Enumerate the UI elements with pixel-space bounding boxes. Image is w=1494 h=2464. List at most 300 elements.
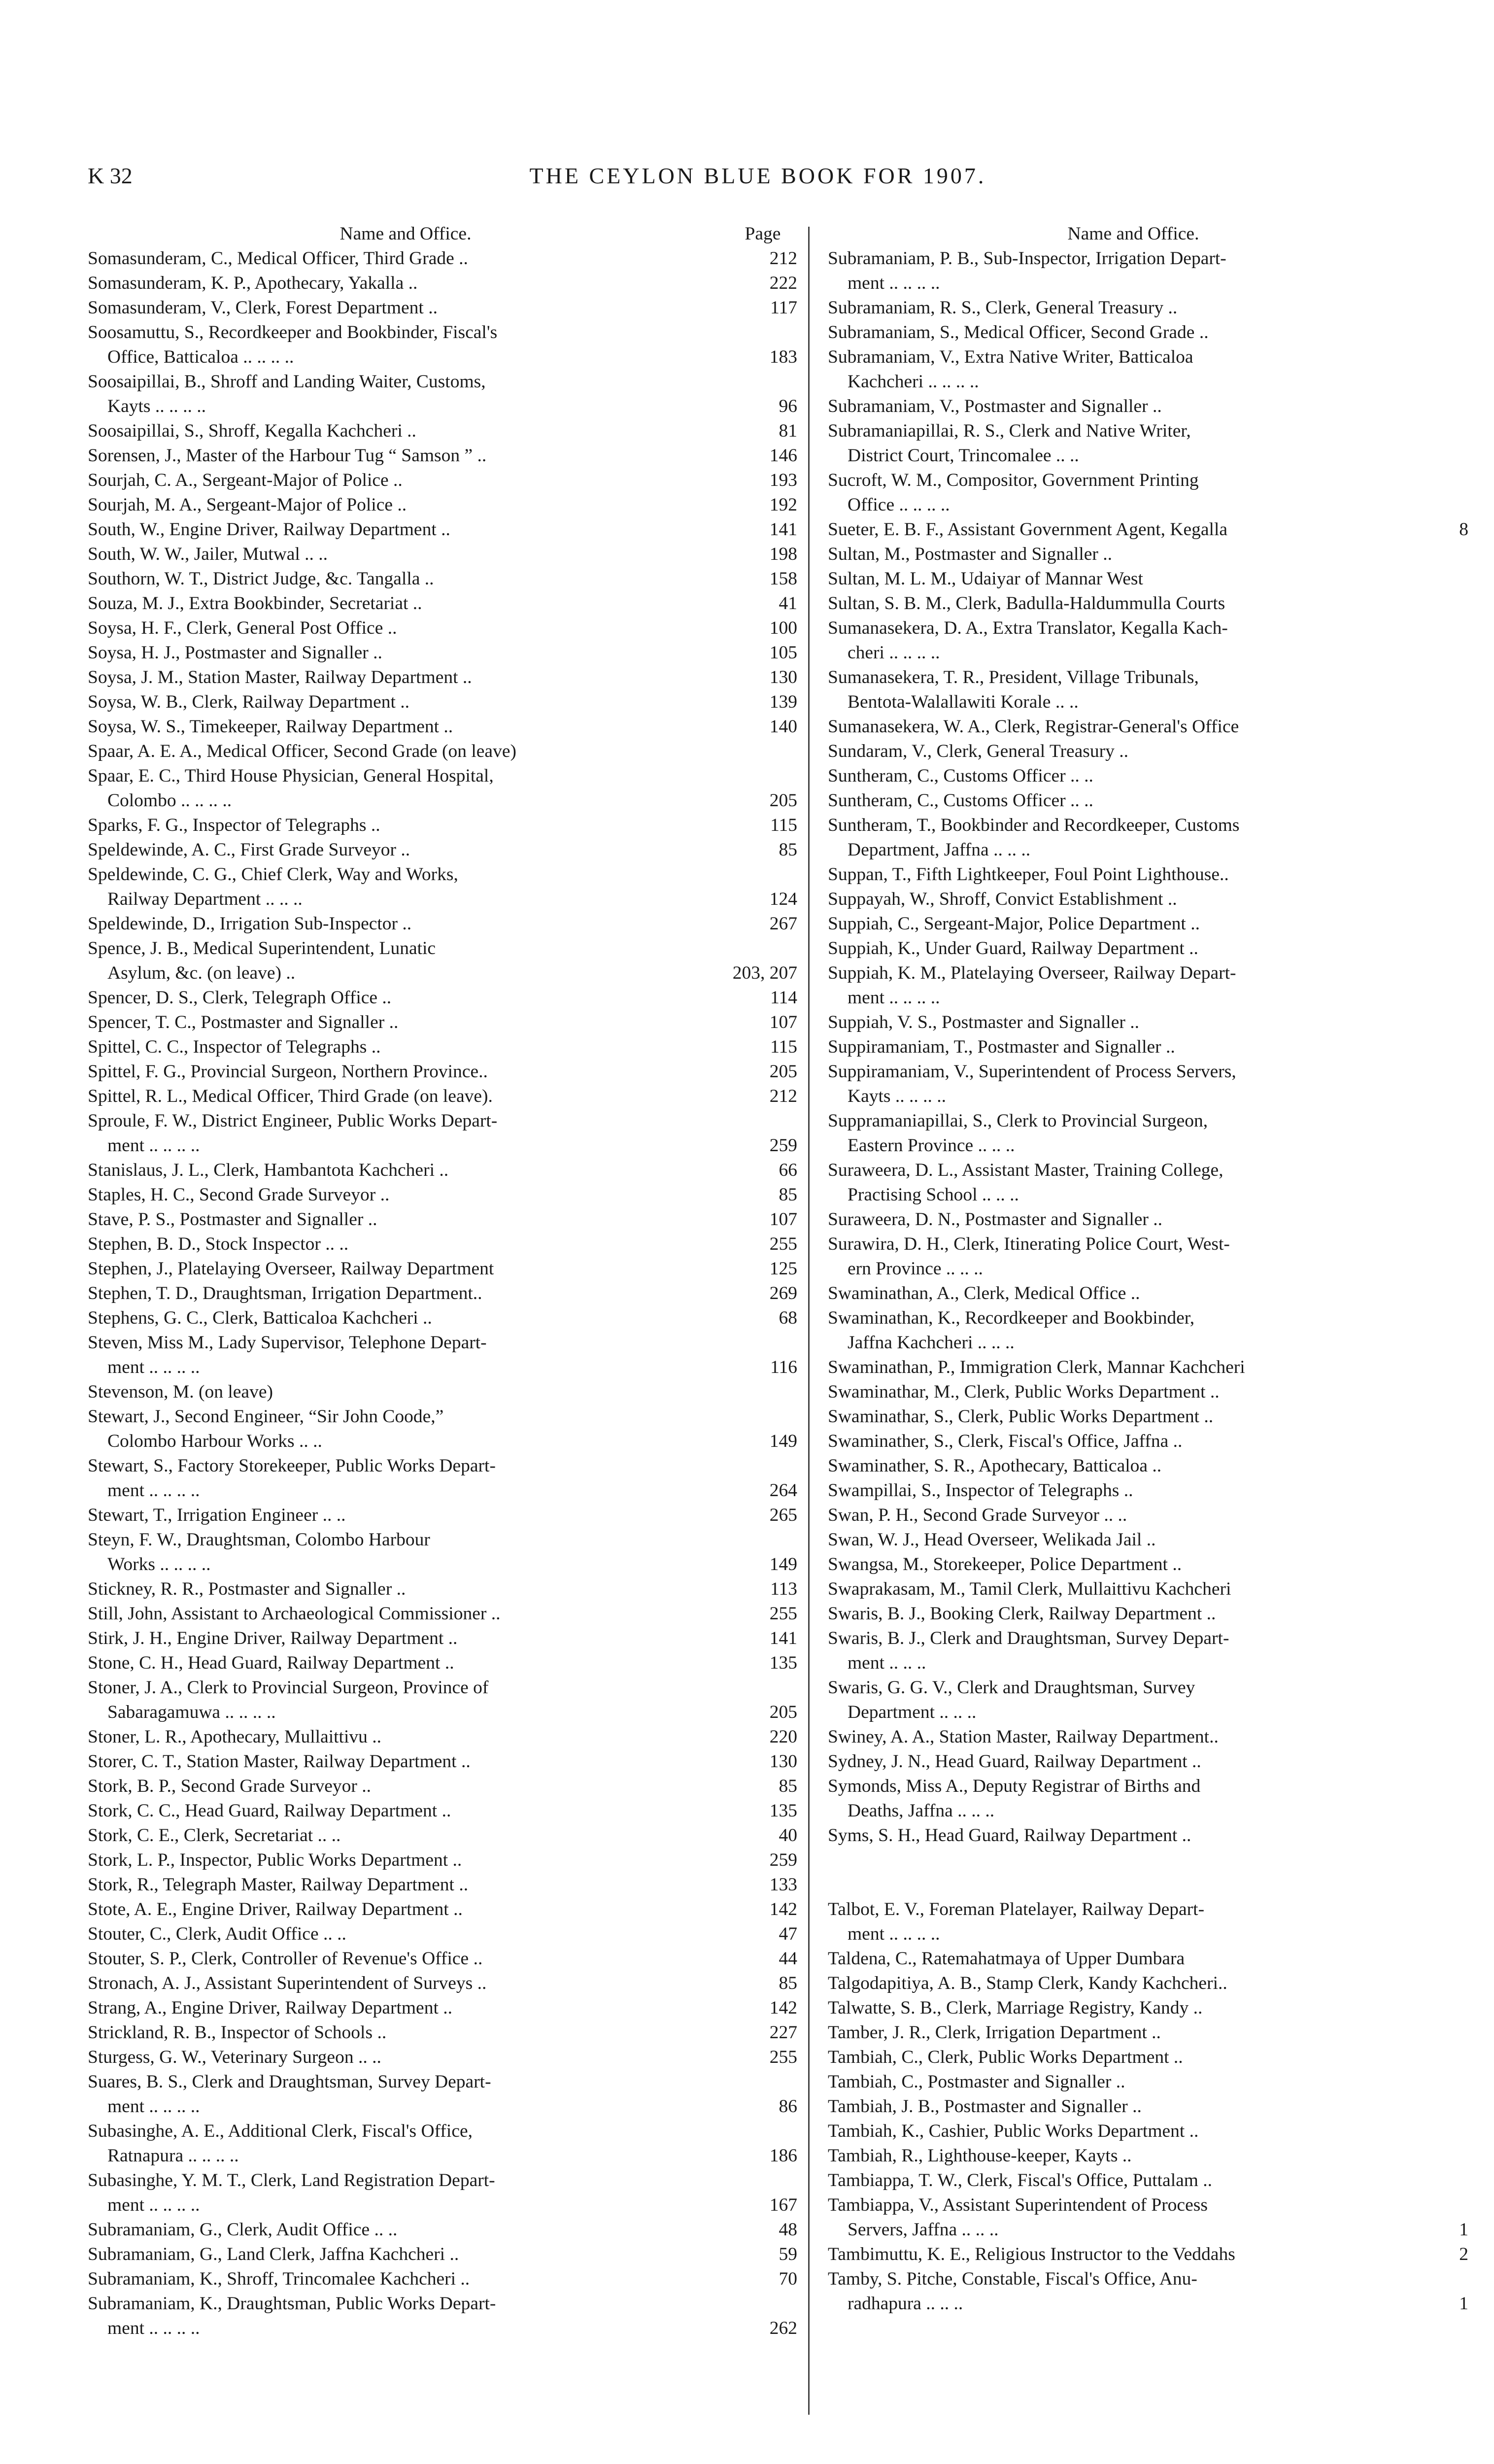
entry-name-line: Suppiramaniam, T., Postmaster and Signaller ..: [828, 1037, 1175, 1057]
entry-page-number: 47: [779, 1924, 797, 1944]
index-entry: [88, 1577, 797, 1602]
index-entry: [88, 838, 797, 862]
index-entry: [88, 1651, 797, 1676]
entry-continuation-line: Kachcheri .. .. .. ..: [848, 372, 979, 392]
index-entry: [828, 419, 1468, 468]
entry-continuation-line: Kayts .. .. .. ..: [848, 1086, 946, 1106]
index-entry: [88, 468, 797, 493]
entry-page-number: 68: [779, 1308, 797, 1328]
entry-continuation-line: ment .. .. .. ..: [107, 1357, 200, 1377]
index-entry: [88, 2070, 797, 2119]
entry-name-line: Symonds, Miss A., Deputy Registrar of Births and: [828, 1776, 1201, 1796]
entry-name-line: Sumanasekera, D. A., Extra Translator, Kegalla Kach-: [828, 618, 1228, 638]
entry-name-line: Talwatte, S. B., Clerk, Marriage Registry, Kandy ..: [828, 1998, 1203, 2018]
index-entry: [88, 1183, 797, 1207]
entry-name-line: Suares, B. S., Clerk and Draughtsman, Survey Depart-: [88, 2072, 491, 2092]
index-entry: [88, 1528, 797, 1577]
entry-name-line: Stirk, J. H., Engine Driver, Railway Department ..: [88, 1628, 458, 1648]
entry-page-number: 212: [769, 248, 797, 269]
index-entry: [88, 2242, 797, 2267]
entry-name-line: Stote, A. E., Engine Driver, Railway Department ..: [88, 1899, 463, 1919]
entry-name-line: Stone, C. H., Head Guard, Railway Department ..: [88, 1653, 454, 1673]
entry-name-line: Steyn, F. W., Draughtsman, Colombo Harbour: [88, 1530, 430, 1550]
index-entry: [88, 665, 797, 690]
index-entry: [88, 2218, 797, 2242]
entry-page-number: 130: [769, 667, 797, 687]
entry-page-number: 105: [769, 643, 797, 663]
index-entry: [828, 715, 1468, 739]
entry-name-line: Subramaniam, K., Shroff, Trincomalee Kachcheri ..: [88, 2269, 470, 2289]
right-column: [828, 222, 1468, 2424]
index-entry: [828, 246, 1468, 296]
entry-page-number: 117: [770, 298, 797, 318]
entry-page-number: 141: [769, 519, 797, 540]
index-entry: [88, 1947, 797, 1971]
entry-page-number: 265: [769, 1505, 797, 1525]
entry-page-number: 262: [769, 2318, 797, 2338]
index-entry: [88, 1060, 797, 1084]
index-entry: [828, 1552, 1468, 1577]
entry-name-line: Tambiappa, T. W., Clerk, Fiscal's Office, Puttalam ..: [828, 2170, 1213, 2190]
right-column-header: [828, 222, 1468, 246]
entry-name-line: Swampillai, S., Inspector of Telegraphs ..: [828, 1480, 1133, 1501]
entry-name-line: Subramaniam, V., Extra Native Writer, Batticaloa: [828, 347, 1193, 367]
entry-name-line: Spittel, F. G., Provincial Surgeon, Northern Province..: [88, 1061, 488, 1082]
entry-name-line: Tamber, J. R., Clerk, Irrigation Department ..: [828, 2022, 1161, 2043]
index-entry: [88, 493, 797, 517]
index-entry: [828, 1380, 1468, 1404]
entry-name-line: Sucroft, W. M., Compositor, Government Printing: [828, 470, 1199, 490]
entry-name-line: Soosaipillai, S., Shroff, Kegalla Kachcheri ..: [88, 421, 416, 441]
index-entry: [828, 1232, 1468, 1281]
entry-name-line: Suntheram, C., Customs Officer .. ..: [828, 790, 1093, 811]
index-entry: [88, 616, 797, 641]
entry-name-line: Subramaniam, S., Medical Officer, Second Grade ..: [828, 322, 1209, 342]
right-entry-list: [828, 246, 1468, 1848]
entry-page-number: 135: [769, 1801, 797, 1821]
index-entry: [828, 2242, 1468, 2267]
index-entry: [828, 2094, 1468, 2119]
entry-name-line: Suntheram, T., Bookbinder and Recordkeeper, Customs: [828, 815, 1240, 835]
entry-name-line: Stoner, L. R., Apothecary, Mullaittivu ..: [88, 1727, 381, 1747]
entry-continuation-line: ment .. .. .. ..: [107, 2195, 200, 2215]
entry-page-number: 139: [769, 692, 797, 712]
index-entry: [828, 1109, 1468, 1158]
entry-page-number: 107: [769, 1012, 797, 1032]
entry-name-line: Suppiah, C., Sergeant-Major, Police Department ..: [828, 914, 1200, 934]
index-entry: [828, 1602, 1468, 1626]
entry-name-line: Tambiappa, V., Assistant Superintendent of Process: [828, 2195, 1208, 2215]
index-entry: [88, 986, 797, 1010]
entry-name-line: Subramaniapillai, R. S., Clerk and Native Writer,: [828, 421, 1191, 441]
entry-name-line: Stork, L. P., Inspector, Public Works Department ..: [88, 1850, 462, 1870]
entry-name-line: Swaminather, S. R., Apothecary, Batticaloa ..: [828, 1456, 1162, 1476]
entry-name-line: Spencer, T. C., Postmaster and Signaller ..: [88, 1012, 399, 1032]
entry-name-line: Swaminather, S., Clerk, Fiscal's Office, Jaffna ..: [828, 1431, 1183, 1451]
entry-name-line: Suraweera, D. N., Postmaster and Signaller ..: [828, 1209, 1163, 1230]
entry-page-number: 255: [769, 2047, 797, 2067]
index-entry: [828, 1897, 1468, 1947]
entry-page-number: 146: [769, 445, 797, 466]
entry-name-line: Stephens, G. C., Clerk, Batticaloa Kachcheri ..: [88, 1308, 432, 1328]
entry-page-number: 86: [779, 2096, 797, 2117]
entry-name-line: Speldewinde, C. G., Chief Clerk, Way and Works,: [88, 864, 458, 885]
entry-name-line: Sultan, M., Postmaster and Signaller ..: [828, 544, 1113, 564]
entry-name-line: Swaminathar, S., Clerk, Public Works Department ..: [828, 1406, 1214, 1427]
index-entry: [88, 1725, 797, 1749]
index-entry: [828, 1306, 1468, 1355]
entry-page-number: 149: [769, 1554, 797, 1574]
entry-name-line: Swaris, G. G. V., Clerk and Draughtsman, Survey: [828, 1677, 1195, 1698]
entry-name-line: Tambiah, C., Postmaster and Signaller ..: [828, 2072, 1125, 2092]
index-entry: [88, 1109, 797, 1158]
entry-page-number: 48: [779, 2220, 797, 2240]
entry-page-number: 85: [779, 840, 797, 860]
entry-name-line: Subramaniam, V., Postmaster and Signaller ..: [828, 396, 1162, 416]
entry-name-line: Subasinghe, A. E., Additional Clerk, Fiscal's Office,: [88, 2121, 473, 2141]
entry-name-line: Sumanasekera, W. A., Clerk, Registrar-General's Office: [828, 717, 1239, 737]
index-entry: [828, 345, 1468, 394]
entry-name-line: Soosamuttu, S., Recordkeeper and Bookbinder, Fiscal's: [88, 322, 498, 342]
index-entry: [88, 591, 797, 616]
index-entry: [88, 1281, 797, 1306]
entry-page-number: 59: [779, 2244, 797, 2264]
entry-name-line: Soosaipillai, B., Shroff and Landing Waiter, Customs,: [88, 372, 486, 392]
index-entry: [88, 1823, 797, 1848]
name-office-heading-right: Name and Office.: [1067, 224, 1199, 244]
entry-name-line: Strickland, R. B., Inspector of Schools ..: [88, 2022, 387, 2043]
index-entry: [88, 2292, 797, 2341]
entry-page-number: 205: [769, 1061, 797, 1082]
index-entry: [828, 1528, 1468, 1552]
entry-page-number: 81: [779, 421, 797, 441]
entry-name-line: Suraweera, D. L., Assistant Master, Training College,: [828, 1160, 1223, 1180]
section-gap: [828, 1848, 1468, 1897]
entry-page-number: 255: [769, 1234, 797, 1254]
entry-name-line: Sorensen, J., Master of the Harbour Tug “ Samson ” ..: [88, 445, 487, 466]
index-entry: [88, 1848, 797, 1873]
entry-name-line: Swan, P. H., Second Grade Surveyor .. ..: [828, 1505, 1127, 1525]
index-entry: [88, 1971, 797, 1996]
index-entry: [828, 1281, 1468, 1306]
index-entry: [88, 2267, 797, 2292]
entry-page-number: 264: [769, 1480, 797, 1501]
index-entry: [828, 936, 1468, 961]
entry-page-number: 193: [769, 470, 797, 490]
index-entry: [828, 961, 1468, 1010]
index-entry: [828, 1774, 1468, 1823]
entry-page-number: 41: [779, 593, 797, 614]
index-entry: [88, 1873, 797, 1897]
entry-continuation-line: District Court, Trincomalee .. ..: [848, 445, 1079, 466]
index-entry: [88, 1799, 797, 1823]
left-column: [88, 222, 797, 2424]
entry-name-line: Spaar, A. E. A., Medical Officer, Second Grade (on leave): [88, 741, 516, 761]
entry-name-line: Stork, C. C., Head Guard, Railway Department ..: [88, 1801, 451, 1821]
index-entry: [828, 912, 1468, 936]
right-entry-list-t: [828, 1897, 1468, 2316]
index-entry: [828, 1749, 1468, 1774]
entry-name-line: Swaris, B. J., Booking Clerk, Railway Department ..: [828, 1604, 1216, 1624]
entry-page-number: 186: [769, 2146, 797, 2166]
entry-name-line: Spencer, D. S., Clerk, Telegraph Office ..: [88, 988, 392, 1008]
index-entry: [828, 813, 1468, 862]
index-entry: [88, 862, 797, 912]
entry-page-number: 140: [769, 717, 797, 737]
index-entry: [88, 1996, 797, 2020]
entry-page-number: 85: [779, 1776, 797, 1796]
index-entry: [828, 764, 1468, 788]
entry-page-number: 212: [769, 1086, 797, 1106]
entry-name-line: Stoner, J. A., Clerk to Provincial Surgeon, Province of: [88, 1677, 489, 1698]
index-entry: [88, 641, 797, 665]
index-entry: [828, 2144, 1468, 2168]
index-entry: [828, 542, 1468, 567]
index-entry: [88, 1676, 797, 1725]
entry-page-number: 259: [769, 1135, 797, 1156]
entry-continuation-line: Ratnapura .. .. .. ..: [107, 2146, 239, 2166]
entry-continuation-line: ment .. .. .. ..: [107, 2318, 200, 2338]
name-office-heading: Name and Office.: [340, 224, 472, 244]
entry-name-line: Sydney, J. N., Head Guard, Railway Department ..: [828, 1751, 1201, 1772]
entry-continuation-line: ment .. .. .. ..: [107, 1480, 200, 1501]
entry-name-line: Tambiah, C., Clerk, Public Works Department ..: [828, 2047, 1183, 2067]
entry-name-line: Southorn, W. T., District Judge, &c. Tangalla ..: [88, 569, 434, 589]
index-entry: [88, 2045, 797, 2070]
index-entry: [88, 542, 797, 567]
entry-name-line: Stork, B. P., Second Grade Surveyor ..: [88, 1776, 371, 1796]
entry-name-line: Suppiah, V. S., Postmaster and Signaller ..: [828, 1012, 1139, 1032]
index-entry: [88, 517, 797, 542]
index-entry: [828, 2045, 1468, 2070]
entry-continuation-line: Railway Department .. .. ..: [107, 889, 303, 909]
entry-name-line: Subramaniam, G., Clerk, Audit Office .. ..: [88, 2220, 398, 2240]
entry-name-line: Subasinghe, Y. M. T., Clerk, Land Registration Depart-: [88, 2170, 495, 2190]
entry-page-number: 267: [769, 914, 797, 934]
index-entry: [828, 1158, 1468, 1207]
entry-page-number: 124: [769, 889, 797, 909]
entry-name-line: Soysa, H. J., Postmaster and Signaller ..: [88, 643, 382, 663]
left-column-header: [88, 222, 797, 246]
index-entry: [88, 1207, 797, 1232]
entry-continuation-line: Jaffna Kachcheri .. .. ..: [848, 1333, 1015, 1353]
index-entry: [88, 764, 797, 813]
entry-page-number: 192: [769, 495, 797, 515]
index-entry: [88, 271, 797, 296]
entry-name-line: Swaminathan, A., Clerk, Medical Office ..: [828, 1283, 1140, 1303]
index-entry: [828, 1060, 1468, 1109]
entry-name-line: Sturgess, G. W., Veterinary Surgeon .. ..: [88, 2047, 381, 2067]
entry-name-line: Soysa, W. S., Timekeeper, Railway Department ..: [88, 717, 453, 737]
entry-page-number: 135: [769, 1653, 797, 1673]
entry-page-number: 100: [769, 618, 797, 638]
entry-name-line: Surawira, D. H., Clerk, Itinerating Police Court, West-: [828, 1234, 1230, 1254]
entry-page-number: 114: [770, 988, 797, 1008]
entry-name-line: Stewart, T., Irrigation Engineer .. ..: [88, 1505, 346, 1525]
index-entry: [88, 567, 797, 591]
index-entry: [828, 2267, 1468, 2316]
entry-name-line: Stevenson, M. (on leave): [88, 1382, 273, 1402]
index-entry: [828, 1207, 1468, 1232]
index-entry: [828, 2020, 1468, 2045]
entry-name-line: Sultan, S. B. M., Clerk, Badulla-Haldummulla Courts: [828, 593, 1225, 614]
page-title: THE CEYLON BLUE BOOK FOR 1907.: [529, 163, 986, 188]
index-entry: [88, 690, 797, 715]
entry-page-number: 130: [769, 1751, 797, 1772]
entry-name-line: Soysa, H. F., Clerk, General Post Office ..: [88, 618, 397, 638]
entry-name-line: Syms, S. H., Head Guard, Railway Department ..: [828, 1825, 1191, 1846]
entry-page-number: 85: [779, 1185, 797, 1205]
index-entry: [828, 2119, 1468, 2144]
entry-page-number: 107: [769, 1209, 797, 1230]
entry-name-line: South, W., Engine Driver, Railway Department ..: [88, 519, 450, 540]
entry-name-line: Swangsa, M., Storekeeper, Police Department ..: [828, 1554, 1182, 1574]
entry-page-number: 259: [769, 1850, 797, 1870]
index-entry: [88, 1035, 797, 1060]
index-entry: [828, 1503, 1468, 1528]
entry-name-line: South, W. W., Jailer, Mutwal .. ..: [88, 544, 328, 564]
index-entry: [88, 1774, 797, 1799]
entry-name-line: Suppramaniapillai, S., Clerk to Provincial Surgeon,: [828, 1111, 1208, 1131]
entry-name-line: Swiney, A. A., Station Master, Railway Department..: [828, 1727, 1219, 1747]
entry-page-number: 149: [769, 1431, 797, 1451]
entry-name-line: Tambiah, J. B., Postmaster and Signaller ..: [828, 2096, 1142, 2117]
entry-name-line: Spaar, E. C., Third House Physician, General Hospital,: [88, 766, 494, 786]
entry-name-line: Subramaniam, P. B., Sub-Inspector, Irrigation Depart-: [828, 248, 1226, 269]
entry-page-number: 85: [779, 1973, 797, 1993]
entry-name-line: Sourjah, M. A., Sergeant-Major of Police ..: [88, 495, 407, 515]
entry-page-number: 158: [769, 569, 797, 589]
index-entry: [828, 394, 1468, 419]
entry-name-line: Stewart, J., Second Engineer, “Sir John Coode,”: [88, 1406, 444, 1427]
entry-page-number: 116: [770, 1357, 797, 1377]
entry-name-line: Spittel, R. L., Medical Officer, Third Grade (on leave).: [88, 1086, 493, 1106]
entry-page-number: 142: [769, 1899, 797, 1919]
entry-page-number: 96: [779, 396, 797, 416]
entry-name-line: Sultan, M. L. M., Udaiyar of Mannar West: [828, 569, 1143, 589]
entry-name-line: Stanislaus, J. L., Clerk, Hambantota Kachcheri ..: [88, 1160, 449, 1180]
index-entry: [88, 1331, 797, 1380]
entry-page-number: 125: [769, 1259, 797, 1279]
index-entry: [88, 2168, 797, 2218]
entry-page-number: 255: [769, 1604, 797, 1624]
index-entry: [88, 1084, 797, 1109]
entry-name-line: Somasunderam, C., Medical Officer, Third Grade ..: [88, 248, 468, 269]
index-entry: [828, 296, 1468, 320]
entry-name-line: Steven, Miss M., Lady Supervisor, Telephone Depart-: [88, 1333, 487, 1353]
entry-continuation-line: Practising School .. .. ..: [848, 1185, 1019, 1205]
entry-page-number: 115: [770, 1037, 797, 1057]
entry-name-line: Soysa, J. M., Station Master, Railway Department ..: [88, 667, 472, 687]
entry-name-line: Suppiramaniam, V., Superintendent of Process Servers,: [828, 1061, 1236, 1082]
entry-name-line: Souza, M. J., Extra Bookbinder, Secretariat ..: [88, 593, 422, 614]
index-entry: [828, 1577, 1468, 1602]
index-entry: [828, 1010, 1468, 1035]
index-entry: [828, 1823, 1468, 1848]
entry-name-line: Talbot, E. V., Foreman Platelayer, Railway Depart-: [828, 1899, 1205, 1919]
entry-name-line: Stronach, A. J., Assistant Superintendent of Surveys ..: [88, 1973, 487, 1993]
entry-page-number: 269: [769, 1283, 797, 1303]
entry-name-line: Stouter, S. P., Clerk, Controller of Revenue's Office ..: [88, 1949, 483, 1969]
index-entry: [828, 2070, 1468, 2094]
entry-page-number: 227: [769, 2022, 797, 2043]
index-entry: [88, 1232, 797, 1257]
entry-name-line: Strang, A., Engine Driver, Railway Department ..: [88, 1998, 452, 2018]
index-entry: [88, 444, 797, 468]
entry-page-number: 205: [769, 1702, 797, 1722]
entry-name-line: Stouter, C., Clerk, Audit Office .. ..: [88, 1924, 346, 1944]
entry-continuation-line: Asylum, &c. (on leave) ..: [107, 963, 296, 983]
index-entry: [88, 246, 797, 271]
entry-name-line: Speldewinde, D., Irrigation Sub-Inspector ..: [88, 914, 412, 934]
entry-continuation-line: Office .. .. .. ..: [848, 495, 950, 515]
index-entry: [88, 296, 797, 320]
entry-name-line: Suppiah, K. M., Platelaying Overseer, Railway Depart-: [828, 963, 1236, 983]
entry-name-line: Stephen, T. D., Draughtsman, Irrigation Department..: [88, 1283, 482, 1303]
entry-page-number: 44: [779, 1949, 797, 1969]
entry-page-number: 167: [769, 2195, 797, 2215]
entry-name-line: Sparks, F. G., Inspector of Telegraphs ..: [88, 815, 380, 835]
index-entry: [88, 419, 797, 444]
index-entry: [828, 1947, 1468, 1971]
entry-page-number: 198: [769, 544, 797, 564]
index-entry: [828, 591, 1468, 616]
index-entry: [88, 1626, 797, 1651]
entry-page-number: 133: [769, 1875, 797, 1895]
entry-page-number: 40: [779, 1825, 797, 1846]
entry-name-line: Sproule, F. W., District Engineer, Public Works Depart-: [88, 1111, 498, 1131]
index-entry: [88, 1897, 797, 1922]
column-divider: [808, 227, 810, 2415]
entry-name-line: Talgodapitiya, A. B., Stamp Clerk, Kandy Kachcheri..: [828, 1973, 1227, 1993]
entry-continuation-line: Colombo .. .. .. ..: [107, 790, 232, 811]
index-entry: [88, 1257, 797, 1281]
entry-continuation-line: ment .. .. .. ..: [848, 273, 940, 293]
entry-page-number: 70: [779, 2269, 797, 2289]
index-entry: [828, 320, 1468, 345]
entry-name-line: Soysa, W. B., Clerk, Railway Department ..: [88, 692, 410, 712]
entry-name-line: Tambiah, R., Lighthouse-keeper, Kayts ..: [828, 2146, 1132, 2166]
entry-name-line: Somasunderam, K. P., Apothecary, Yakalla ..: [88, 273, 418, 293]
index-entry: [88, 1306, 797, 1331]
index-entry: [828, 1404, 1468, 1429]
entry-name-line: Sumanasekera, T. R., President, Village Tribunals,: [828, 667, 1199, 687]
entry-name-line: Swaminathan, P., Immigration Clerk, Mannar Kachcheri: [828, 1357, 1245, 1377]
entry-name-line: Staples, H. C., Second Grade Surveyor ..: [88, 1185, 390, 1205]
entry-name-line: Somasunderam, V., Clerk, Forest Department ..: [88, 298, 438, 318]
index-entry: [88, 1454, 797, 1503]
entry-name-line: Suppiah, K., Under Guard, Railway Department ..: [828, 938, 1198, 958]
entry-name-line: Spittel, C. C., Inspector of Telegraphs ..: [88, 1037, 381, 1057]
entry-continuation-line: ern Province .. .. ..: [848, 1259, 983, 1279]
index-entry: [88, 1602, 797, 1626]
entry-page-number: 115: [770, 815, 797, 835]
entry-name-line: Swaminathar, M., Clerk, Public Works Department ..: [828, 1382, 1220, 1402]
entry-name-line: Tambiah, K., Cashier, Public Works Department ..: [828, 2121, 1199, 2141]
entry-page-number: 1: [1459, 2220, 1468, 2240]
index-entry: [828, 1454, 1468, 1478]
entry-page-number: 113: [770, 1579, 797, 1599]
entry-page-number: 141: [769, 1628, 797, 1648]
index-entry: [88, 739, 797, 764]
entry-name-line: Subramaniam, G., Land Clerk, Jaffna Kachcheri ..: [88, 2244, 459, 2264]
index-entry: [828, 887, 1468, 912]
entry-name-line: Speldewinde, A. C., First Grade Surveyor ..: [88, 840, 410, 860]
entry-continuation-line: Sabaragamuwa .. .. .. ..: [107, 1702, 276, 1722]
index-entry: [828, 2193, 1468, 2242]
index-entry: [88, 1404, 797, 1454]
index-entry: [828, 616, 1468, 665]
